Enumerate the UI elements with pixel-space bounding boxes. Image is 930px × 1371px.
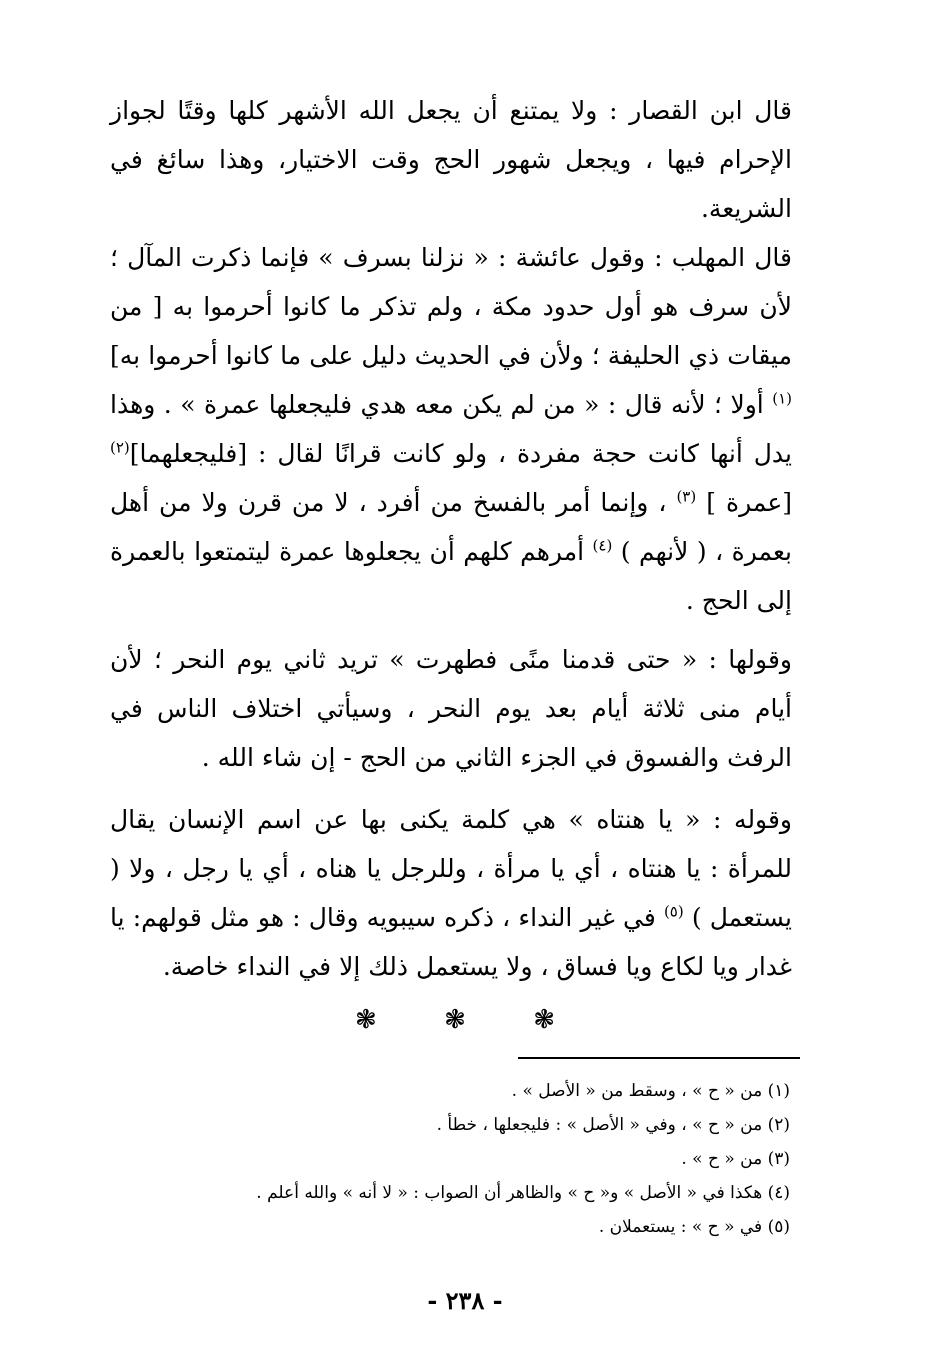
paragraph-al-muhallab — [110, 233, 792, 625]
footnote-item: (٣) من « ح » . — [681, 1149, 790, 1169]
paragraph-text: وقولها : « حتى قدمنا منًى فطهرت » تريد ثاني يوم النحر ؛ لأن أيام منى ثلاثة أيام بعد يوم النحر ، وسيأتي اختلاف الناس في الرفث والفسوق في الجزء الثاني من الحج - إن شاء الله . — [110, 645, 792, 772]
footnotes-list — [150, 1074, 790, 1244]
footnote-ref-4: (٤) — [592, 536, 613, 555]
asterism-icon: ❃ — [533, 1005, 555, 1035]
asterism-icon: ❃ — [355, 1005, 377, 1035]
footnote-ref-1: (١) — [772, 389, 792, 408]
paragraph-text: أولا ؛ لأنه قال : « من لم يكن معه هدي فليجعلها عمرة » . وهذا يدل أنها كانت حجة مفردة ، ولو كانت قرانًا لقال : [فليجعلهما] — [110, 390, 792, 468]
footnote-ref-2: (٢) — [110, 438, 130, 457]
footnote-ref-3: (٣) — [676, 487, 697, 506]
paragraph-text: في غير النداء ، ذكره سيبويه وقال : هو مثل قولهم: يا غدار ويا لكاع ويا فساق ، ولا يستعمل ذلك إلا في النداء خاصة. — [110, 903, 792, 981]
paragraph-text: قال المهلب : وقول عائشة : « نزلنا بسرف » فإنما ذكرت المآل ؛ لأن سرف هو أول حدود مكة ، ولم تذكر ما كانوا أحرموا به [ من ميقات ذي الحليفة ؛ ولأن في الحديث دليل على ما كانوا أحرموا به] — [110, 243, 792, 370]
paragraph-text: وقوله : « يا هنتاه » هي كلمة يكنى بها عن اسم الإنسان يقال للمرأة : يا هنتاه ، أي يا مرأة ، وللرجل يا هناه ، أي يا رجل ، ولا ( يستعمل ) — [110, 805, 792, 932]
paragraph-text: ، وإنما أمر بالفسخ من أفرد ، لا من قرن ولا من أهل بعمرة ، ( لأنهم ) — [110, 488, 792, 566]
asterism-icon: ❃ — [444, 1005, 466, 1035]
section-separator — [355, 1005, 555, 1035]
page-number: - ٢٣٨ - — [427, 1286, 503, 1315]
paragraph-text: قال ابن القصار : ولا يمتنع أن يجعل الله الأشهر كلها وقتًا لجواز الإحرام فيها ، ويجعل شهور الحج وقت الاختيار، وهذا سائغ في الشريعة. — [110, 96, 792, 223]
footnote-item: (٢) من « ح » ، وفي « الأصل » : فليجعلها ، خطأ . — [436, 1115, 790, 1135]
paragraph-text: أمرهم كلهم أن يجعلوها عمرة ليتمتعوا بالعمرة إلى الحج . — [110, 537, 792, 615]
footnote-item: (١) من « ح » ، وسقط من « الأصل » . — [511, 1081, 790, 1101]
footnote-divider — [518, 1057, 800, 1059]
paragraph-qawluha — [110, 635, 792, 782]
footnote-item: (٥) في « ح » : يستعملان . — [598, 1217, 790, 1237]
paragraph-ya-hantah — [110, 795, 792, 991]
paragraph-ibn-al-qassar — [110, 86, 792, 233]
footnote-item: (٤) هكذا في « الأصل » و« ح » والظاهر أن الصواب : « لا أنه » والله أعلم . — [256, 1183, 790, 1203]
footnote-ref-5: (٥) — [663, 902, 684, 921]
paragraph-text: [عمرة ] — [696, 488, 792, 517]
